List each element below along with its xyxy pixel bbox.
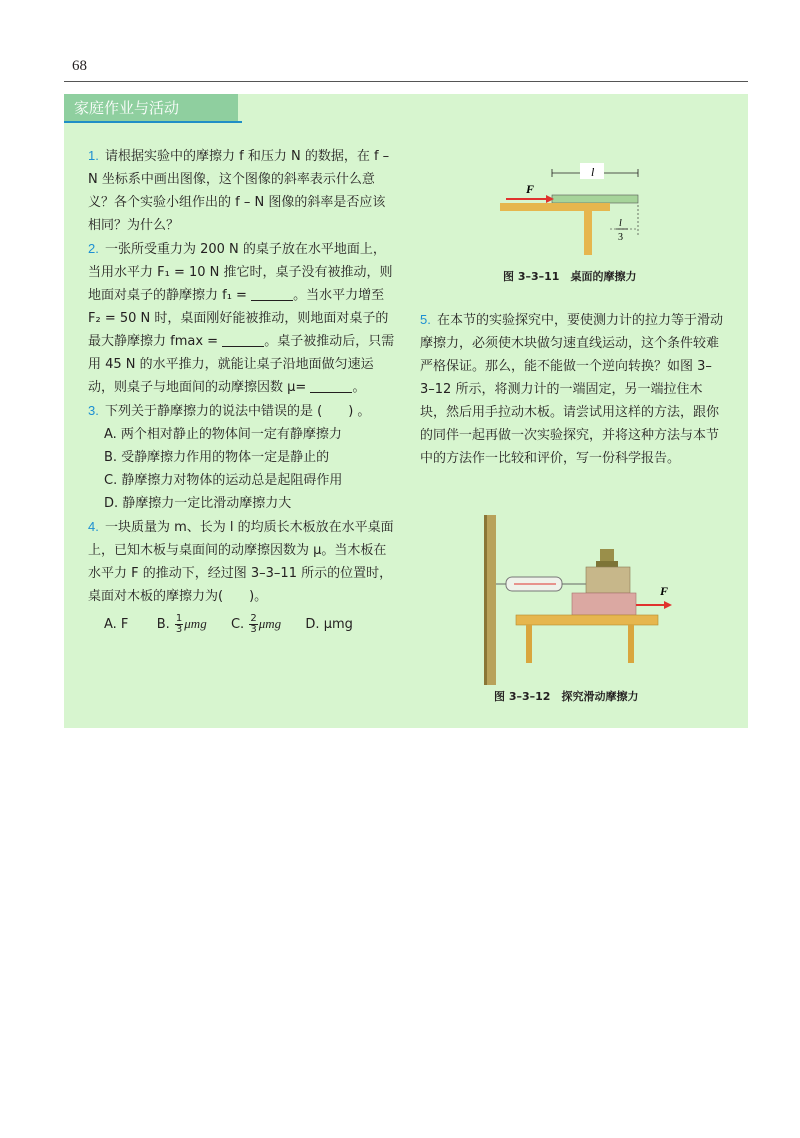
question-text: 一块质量为 m、长为 l 的均质长木板放在水平桌面上，已知木板与桌面间的动摩擦因数为 μ。当木板在水平力 F 的推动下，经过图 3–3–11 所示的位置时，桌面对木板的摩擦力为( )。 xyxy=(88,520,394,604)
option-a: A. F xyxy=(104,617,129,632)
figure-caption: 图 3–3–11 桌面的摩擦力 xyxy=(503,270,637,283)
label-frac-den: 3 xyxy=(618,232,623,243)
option-c: C. 静摩擦力对物体的运动总是起阻碍作用 xyxy=(104,473,343,488)
option-b-fraction: $\frac{1}{3}$ xyxy=(175,613,183,635)
section-title-underline xyxy=(64,121,242,123)
question-text: 。当水平力增至 F₂ = 50 N 时，桌面刚好能被推动，则地面对桌子的最大静摩擦力 fmax = xyxy=(88,288,389,349)
option-c-label: C. xyxy=(230,617,245,632)
question-3 xyxy=(88,399,398,515)
question-1 xyxy=(88,144,398,237)
option-b-value: μmg xyxy=(184,616,207,631)
option-d: D. 静摩擦力一定比滑动摩擦力大 xyxy=(104,496,292,511)
label-F: F xyxy=(526,182,535,196)
question-number: 3. xyxy=(88,403,99,418)
figure-caption: 图 3–3–12 探究滑动摩擦力 xyxy=(494,690,639,703)
question-4 xyxy=(88,515,398,636)
question-number: 1. xyxy=(88,148,99,163)
left-column xyxy=(88,144,398,636)
question-text: 。桌子被推动后，只需用 45 N 的水平推力，就能让桌子沿地面做匀速运动，则桌子与地面间的动摩擦因数 μ= xyxy=(88,334,395,395)
question-text: 。 xyxy=(352,380,366,395)
answer-blank xyxy=(222,332,264,347)
header-rule xyxy=(64,81,748,82)
label-frac-num: l xyxy=(619,218,622,229)
question-text: 下列关于静摩擦力的说法中错误的是 ( ) 。 xyxy=(104,404,371,419)
option-d: D. μmg xyxy=(305,617,353,632)
question-text: 在本节的实验探究中，要使测力计的拉力等于滑动摩擦力，必须使木块做匀速直线运动，这个条件较难严格保证。那么，能不能做一个逆向转换？如图 3–3–12 所示，将测力计的一端固定，另一端拉住木块，然后用手拉动木板。请尝试用这样的方法，跟你的同伴一起再做一次实验探究，并将这种方法与本节中的方法作一比较和评价，写一份科学报告。 xyxy=(420,313,723,466)
option-b: B. 受静摩擦力作用的物体一定是静止的 xyxy=(104,450,330,465)
question-5 xyxy=(420,308,726,470)
option-b-label: B. xyxy=(156,617,170,632)
page-number: 68 xyxy=(72,58,87,74)
label-F: F xyxy=(660,584,669,598)
figure-desk-friction xyxy=(500,155,660,255)
option-c-fraction: $\frac{2}{3}$ xyxy=(250,613,257,635)
answer-blank xyxy=(310,378,352,393)
question-text: 请根据实验中的摩擦力 f 和压力 N 的数据，在 f – N 坐标系中画出图像，这个图像的斜率表示什么意义？各个实验小组作出的 f – N 图像的斜率是否应该相同？为什么？ xyxy=(88,149,390,233)
question-number: 2. xyxy=(88,241,99,256)
question-number: 5. xyxy=(420,312,431,327)
option-c-value: μmg xyxy=(258,616,282,631)
answer-blank xyxy=(251,286,293,301)
question-text: 一张所受重力为 200 N 的桌子放在水平地面上，当用水平力 F₁ = 10 N 推它时，桌子没有被推动，则地面对桌子的静摩擦力 f₁ = xyxy=(88,242,393,303)
figure-sliding-friction-experiment xyxy=(480,515,680,685)
question-2 xyxy=(88,237,398,399)
question-4-options xyxy=(88,612,398,636)
question-number: 4. xyxy=(88,519,99,534)
right-column xyxy=(420,308,726,470)
section-title: 家庭作业与活动 xyxy=(64,94,238,122)
label-l: l xyxy=(591,165,595,179)
option-a: A. 两个相对静止的物体间一定有静摩擦力 xyxy=(104,427,342,442)
